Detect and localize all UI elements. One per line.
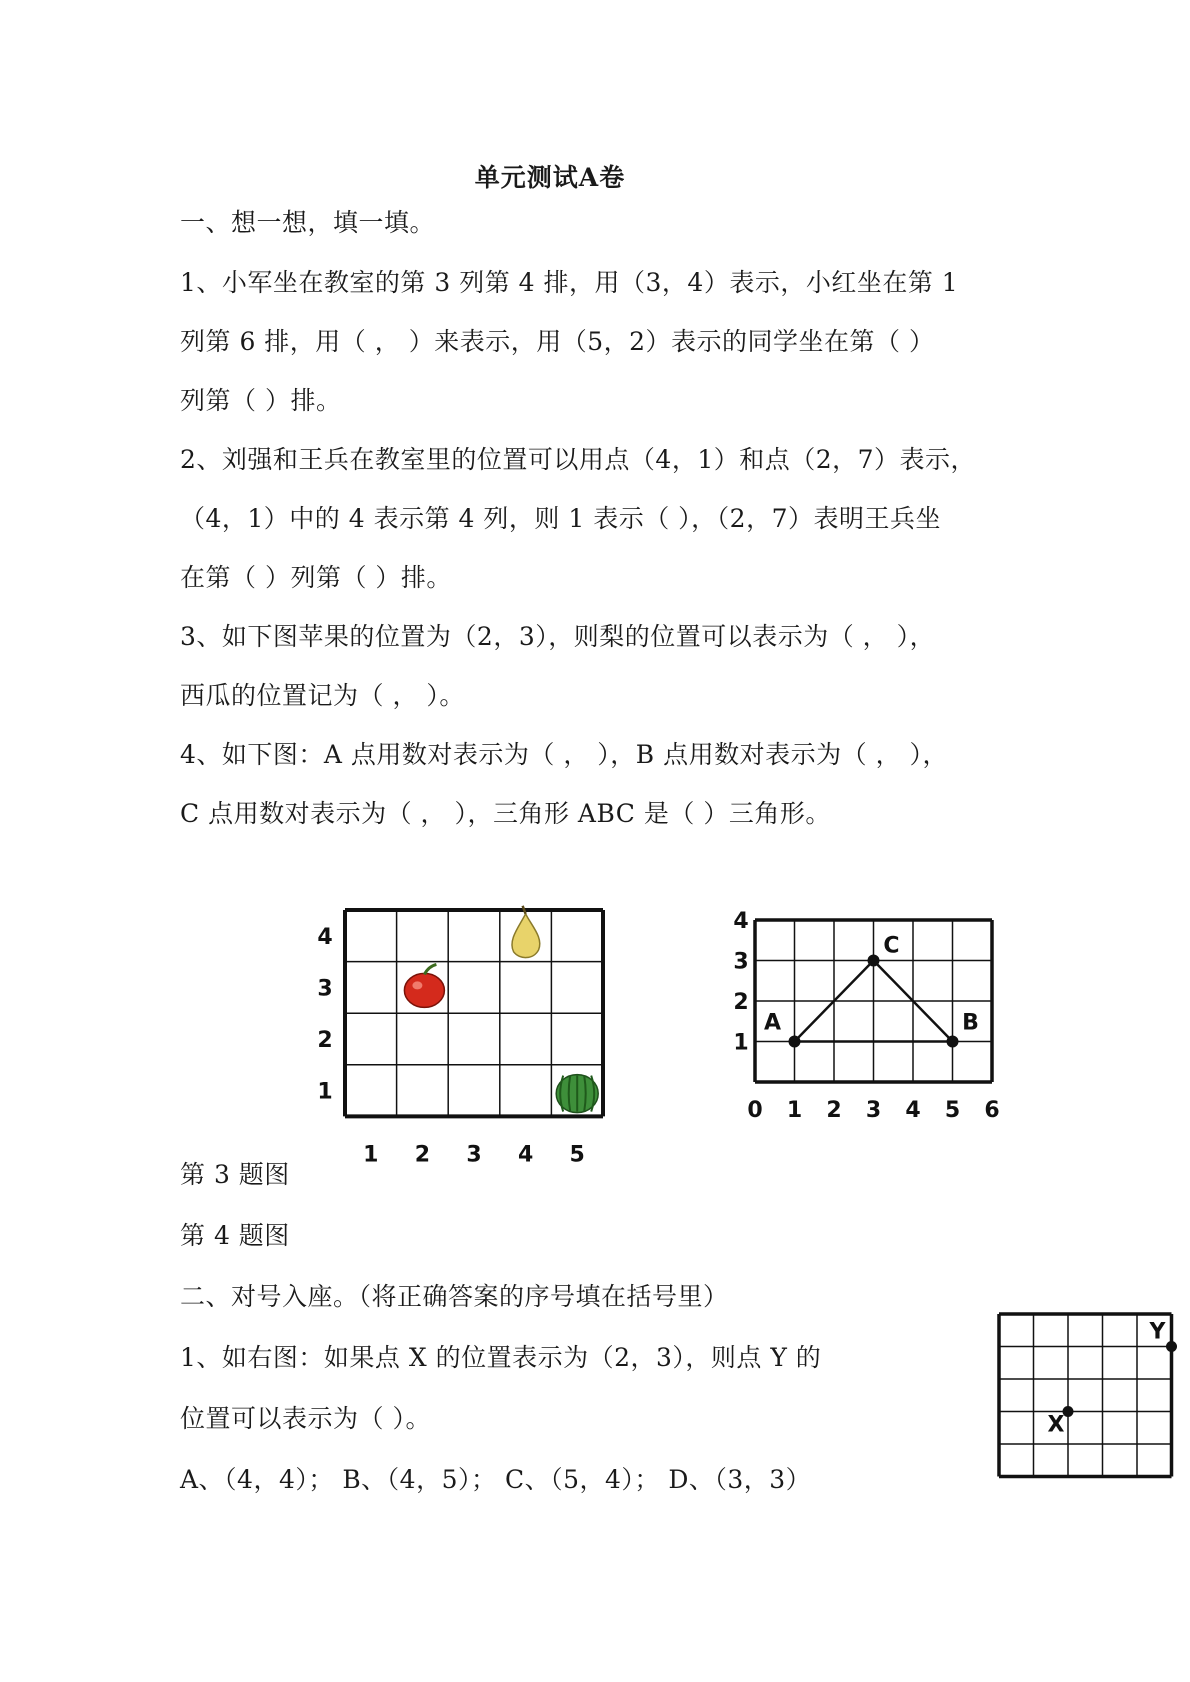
point-c	[868, 955, 880, 967]
x-tick-label: 2	[414, 1142, 431, 1168]
x-tick-label: 5	[569, 1142, 585, 1168]
fig3-caption: 第 3 题图	[180, 1160, 290, 1189]
fruit-grid-figure	[300, 900, 620, 1168]
x-tick-label: 3	[466, 1142, 482, 1168]
y-tick-label: 4	[317, 924, 333, 950]
xy-grid-figure	[995, 1310, 1190, 1500]
fig4-caption: 第 4 题图	[180, 1221, 290, 1250]
x-tick-label: 4	[905, 1098, 921, 1123]
point-label-a: A	[763, 1010, 782, 1036]
s2-q1-line-1: 1、如右图：如果点 X 的位置表示为（2，3），则点 Y 的	[180, 1343, 822, 1372]
point-y	[1166, 1341, 1177, 1352]
pear-icon	[512, 906, 540, 958]
pear-stem	[523, 906, 526, 914]
x-tick-label: 0	[747, 1098, 763, 1123]
q1-line-1: 1、小军坐在教室的第 3 列第 4 排，用（3，4）表示，小红坐在第 1	[180, 268, 959, 297]
y-tick-label: 4	[733, 909, 749, 934]
q1-line-2: 列第 6 排，用（ ， ）来表示，用（5，2）表示的同学坐在第（ ）	[180, 327, 935, 356]
apple-stem	[424, 964, 436, 974]
point-label-c: C	[883, 933, 900, 959]
apple-body	[404, 973, 444, 1007]
triangle-grid-figure	[735, 900, 1025, 1130]
point-label-b: B	[962, 1010, 979, 1036]
q3-line-1: 3、如下图苹果的位置为（2，3），则梨的位置可以表示为（ ， ），	[180, 622, 936, 651]
y-tick-label: 3	[317, 976, 333, 1002]
point-label-y: Y	[1149, 1319, 1166, 1345]
x-tick-label: 3	[865, 1098, 882, 1123]
q1-line-3: 列第（ ）排。	[180, 386, 342, 415]
page-title: 单元测试A卷	[474, 163, 626, 192]
apple-highlight	[412, 981, 422, 989]
q3-line-2: 西瓜的位置记为（ ， ）。	[180, 681, 465, 710]
pear-body	[512, 914, 540, 958]
watermelon-icon	[556, 1075, 598, 1113]
x-tick-label: 2	[826, 1098, 842, 1123]
y-tick-label: 1	[317, 1079, 333, 1105]
y-tick-label: 2	[317, 1028, 333, 1053]
apple-icon	[404, 964, 444, 1007]
y-tick-label: 1	[733, 1030, 749, 1056]
point-b	[947, 1036, 959, 1048]
x-tick-label: 5	[944, 1098, 961, 1123]
x-tick-label: 1	[363, 1142, 379, 1168]
s2-q1-line-2: 位置可以表示为（ ）。	[180, 1404, 431, 1433]
x-tick-label: 6	[984, 1098, 1000, 1123]
y-tick-label: 3	[733, 949, 749, 975]
q2-line-3: 在第（ ）列第（ ）排。	[180, 563, 452, 592]
x-tick-label: 4	[517, 1142, 534, 1168]
s2-q1-options: A、（4，4）； B、（4，5）； C、（5，4）； D、（3，3）	[180, 1465, 812, 1494]
y-tick-label: 2	[733, 990, 749, 1015]
q2-line-1: 2、刘强和王兵在教室里的位置可以用点（4，1）和点（2，7）表示，	[180, 445, 977, 474]
q4-line-1: 4、如下图：A 点用数对表示为（ ， ），B 点用数对表示为（ ， ），	[180, 740, 949, 769]
x-tick-label: 1	[786, 1098, 803, 1123]
section-one-heading: 一、想一想，填一填。	[180, 208, 436, 237]
q4-line-2: C 点用数对表示为（ ， ），三角形 ABC 是（ ）三角形。	[180, 799, 831, 828]
point-a	[789, 1036, 801, 1048]
section-two-heading: 二、对号入座。（将正确答案的序号填在括号里）	[180, 1282, 729, 1311]
point-label-x: X	[1047, 1412, 1065, 1438]
q2-line-2: （4，1）中的 4 表示第 4 列，则 1 表示（ ），（2，7）表明王兵坐	[180, 504, 941, 533]
